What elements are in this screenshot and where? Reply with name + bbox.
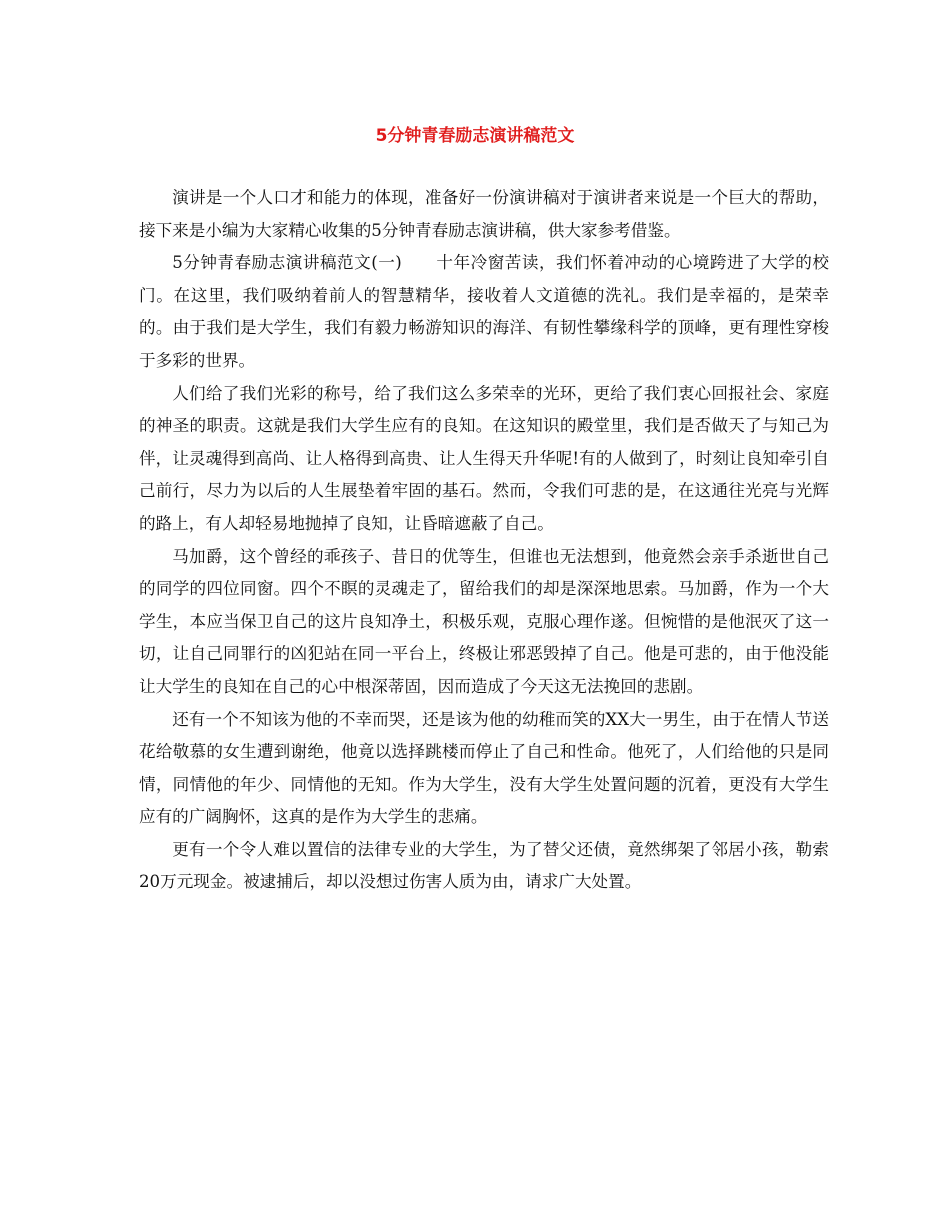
- paragraph-1: 5分钟青春励志演讲稿范文(一) 十年冷窗苦读，我们怀着冲动的心境跨进了大学的校门。在这里，我们吸纳着前人的智慧精华，接收着人文道德的洗礼。我们是幸福的，是荣幸的。由于我们是大学生，我们有毅力畅游知识的海洋、有韧性攀缘科学的顶峰，更有理性穿梭于多彩的世界。: [139, 253, 829, 370]
- paragraph-2: 人们给了我们光彩的称号，给了我们这么多荣幸的光环，更给了我们衷心回报社会、家庭的神圣的职责。这就是我们大学生应有的良知。在这知识的殿堂里，我们是否做天了与知己为伴，让灵魂得到高尚、让人格得到高贵、让人生得天升华呢!有的人做到了，时刻让良知牵引自己前行，尽力为以后的人生展垫着牢固的基石。然而，令我们可悲的是，在这通往光亮与光辉的路上，有人却轻易地抛掉了良知，让昏暗遮蔽了自己。: [139, 383, 829, 533]
- paragraph-3: 马加爵，这个曾经的乖孩子、昔日的优等生，但谁也无法想到，他竟然会亲手杀逝世自己的同学的四位同窗。四个不瞑的灵魂走了，留给我们的却是深深地思索。马加爵，作为一个大学生，本应当保卫自己的这片良知净土，积极乐观，克服心理作遂。但惋惜的是他泯灭了这一切，让自己同罪行的凶犯站在同一平台上，终极让邪恶毁掉了自己。他是可悲的，由于他没能让大学生的良知在自己的心中根深蒂固，因而造成了今天这无法挽回的悲剧。: [139, 546, 829, 696]
- paragraph-5: 更有一个令人难以置信的法律专业的大学生，为了替父还债，竟然绑架了邻居小孩，勒索20万元现金。被逮捕后，却以没想过伤害人质为由，请求广大处置。: [139, 839, 829, 892]
- paragraph-4: 还有一个不知该为他的不幸而哭，还是该为他的幼稚而笑的XX大一男生，由于在情人节送花给敬慕的女生遭到谢绝，他竟以选择跳楼而停止了自己和性命。他死了，人们给他的只是同情，同情他的年少、同情他的无知。作为大学生，没有大学生处置问题的沉着，更没有大学生应有的广阔胸怀，这真的是作为大学生的悲痛。: [139, 709, 829, 827]
- paragraph-intro: 演讲是一个人口才和能力的体现，准备好一份演讲稿对于演讲者来说是一个巨大的帮助，接下来是小编为大家精心收集的5分钟青春励志演讲稿，供大家参考借鉴。: [139, 188, 829, 240]
- document-title: 5分钟青春励志演讲稿范文: [375, 126, 575, 146]
- document-body: [139, 182, 829, 899]
